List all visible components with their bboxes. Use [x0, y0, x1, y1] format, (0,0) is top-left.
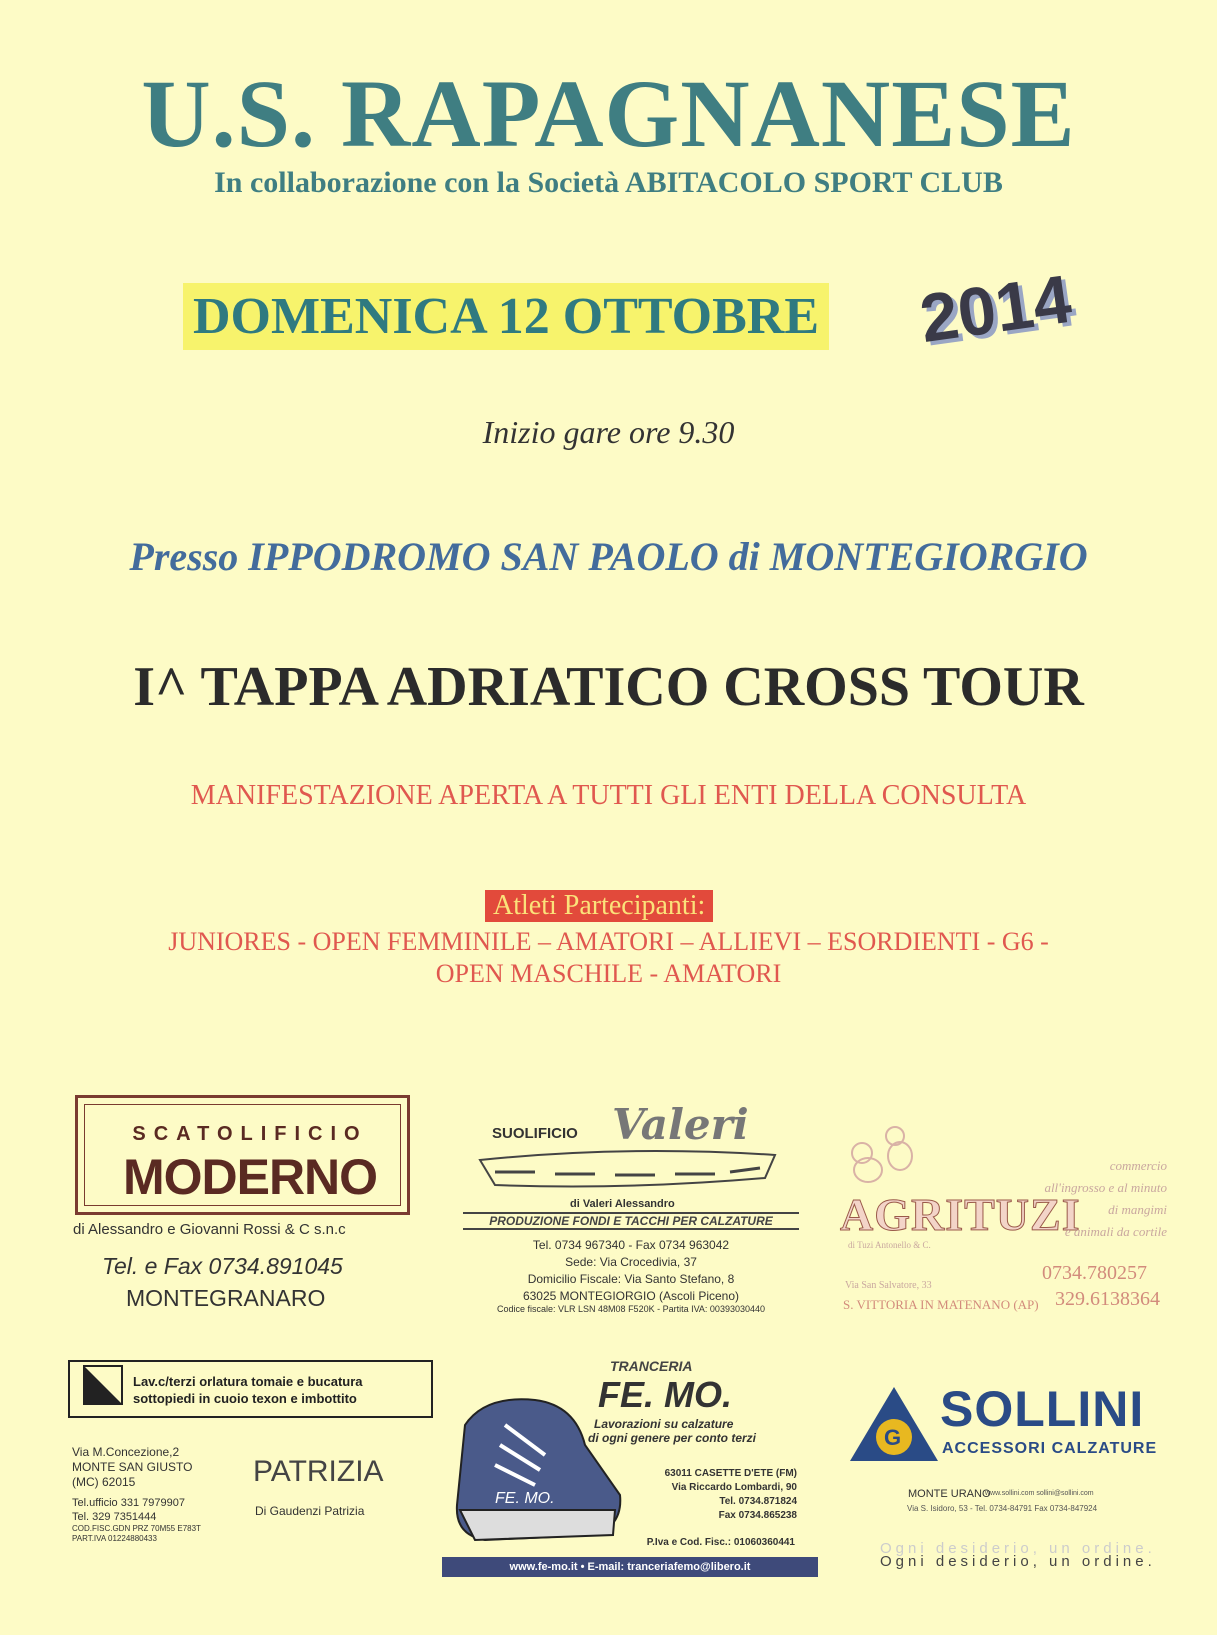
athletes-label: Atleti Partecipanti: — [485, 890, 713, 922]
patrizia-name: PATRIZIA — [253, 1455, 384, 1488]
moderno-logo-top: SCATOLIFICIO — [132, 1123, 368, 1145]
moderno-city: MONTEGRANARO — [126, 1285, 326, 1311]
sollini-subtitle: ACCESSORI CALZATURE — [942, 1440, 1158, 1457]
agrituzi-desc-3: di mangimi — [1108, 1202, 1167, 1217]
categories-line-2: OPEN MASCHILE - AMATORI — [435, 959, 782, 988]
valeri-owner: di Valeri Alessandro — [570, 1198, 675, 1210]
moderno-phone: Tel. e Fax 0734.891045 — [102, 1253, 343, 1279]
event-year: 2014 — [915, 260, 1076, 358]
sneaker-icon — [445, 1385, 625, 1550]
start-time: Inizio gare ore 9.30 — [482, 414, 735, 450]
patrizia-mobile: Tel. 329 7351444 — [72, 1511, 157, 1523]
open-to-notice: MANIFESTAZIONE APERTA A TUTTI GLI ENTI DELLA CONSULTA — [190, 780, 1027, 811]
moderno-logo-main: MODERNO — [122, 1149, 378, 1205]
valeri-production: PRODUZIONE FONDI E TACCHI PER CALZATURE — [463, 1212, 799, 1230]
valeri-phone: Tel. 0734 967340 - Fax 0734 963042 — [532, 1238, 730, 1252]
valeri-city: 63025 MONTEGIORGIO (Ascoli Piceno) — [522, 1289, 740, 1303]
event-name: I^ TAPPA ADRIATICO CROSS TOUR — [133, 656, 1084, 718]
femo-logo-name: FE. MO. — [598, 1374, 732, 1415]
femo-desc-2: di ogni genere per conto terzi — [588, 1431, 757, 1445]
valeri-brand: SUOLIFICIO — [492, 1125, 578, 1142]
event-venue: Presso IPPODROMO SAN PAOLO di MONTEGIORGIO — [129, 534, 1088, 579]
event-organizer-title: U.S. RAPAGNANESE — [141, 60, 1076, 167]
event-date: DOMENICA 12 OTTOBRE — [183, 283, 829, 350]
agrituzi-desc-1: commercio — [1109, 1158, 1167, 1173]
patrizia-office-phone: Tel.ufficio 331 7979907 — [72, 1497, 185, 1509]
femo-desc-1: Lavorazioni su calzature — [594, 1417, 734, 1431]
patrizia-address-3: (MC) 62015 — [72, 1475, 136, 1489]
sollini-motto-shadow: Ogni desiderio, un ordine. — [880, 1540, 1156, 1557]
sneaker-label: FE. MO. — [495, 1490, 555, 1507]
svg-text:G: G — [884, 1425, 902, 1450]
sollini-address: Via S. Isidoro, 53 - Tel. 0734-84791 Fax 0734-847924 — [907, 1504, 1098, 1513]
sollini-web: www.sollini.com sollini@sollini.com — [985, 1490, 1094, 1497]
chicks-icon — [840, 1118, 920, 1188]
agrituzi-desc-2: all'ingrosso e al minuto — [1044, 1180, 1167, 1195]
patrizia-owner: Di Gaudenzi Patrizia — [255, 1504, 365, 1518]
patrizia-service-2: sottopiedi in cuoio texon e imbottito — [133, 1391, 357, 1406]
femo-phone: Tel. 0734.871824 — [719, 1496, 797, 1507]
agrituzi-location: S. VITTORIA IN MATENANO (AP) — [843, 1297, 1039, 1312]
femo-tranceria: TRANCERIA — [610, 1358, 693, 1374]
valeri-tax-codes: Codice fiscale: VLR LSN 48M08 F520K - Partita IVA: 00393030440 — [497, 1304, 765, 1314]
patrizia-fiscal-code: COD.FISC.GDN PRZ 70M55 E783T — [72, 1524, 201, 1533]
shoe-sole-icon — [475, 1150, 785, 1195]
sollini-city: MONTE URANO — [908, 1488, 991, 1500]
agrituzi-address: Via San Salvatore, 33 — [845, 1280, 932, 1291]
collaboration-subtitle: In collaborazione con la Società ABITACOLO SPORT CLUB — [214, 166, 1003, 199]
valeri-address: Sede: Via Crocedivia, 37 — [565, 1255, 697, 1269]
agrituzi-desc-4: e animali da cortile — [1064, 1224, 1167, 1239]
patrizia-logo-icon — [83, 1365, 123, 1405]
agrituzi-phone-2: 329.6138364 — [1055, 1288, 1160, 1310]
valeri-logo-name: Valeri — [612, 1100, 749, 1149]
agrituzi-phone-1: 0734.780257 — [1042, 1262, 1147, 1284]
valeri-fiscal-address: Domicilio Fiscale: Via Santo Stefano, 8 — [527, 1272, 735, 1286]
sollini-triangle-logo-icon — [848, 1385, 940, 1463]
categories-line-1: JUNIORES - OPEN FEMMINILE – AMATORI – ALLIEVI – ESORDIENTI - G6 - — [168, 927, 1049, 956]
sollini-logo-name: SOLLINI — [940, 1381, 1145, 1437]
patrizia-service-1: Lav.c/terzi orlatura tomaie e bucatura — [133, 1374, 363, 1389]
femo-fax: Fax 0734.865238 — [718, 1510, 797, 1521]
sollini-motto: Ogni desiderio, un ordine. — [880, 1553, 1156, 1570]
moderno-owner: di Alessandro e Giovanni Rossi & C s.n.c — [73, 1221, 346, 1238]
agrituzi-owner: di Tuzi Antonello & C. — [848, 1240, 931, 1250]
femo-vat: P.Iva e Cod. Fisc.: 01060360441 — [646, 1537, 795, 1548]
patrizia-address-2: MONTE SAN GIUSTO — [72, 1460, 193, 1474]
femo-city: 63011 CASETTE D'ETE (FM) — [664, 1468, 797, 1479]
agrituzi-logo-name: AGRITUZI — [840, 1189, 1081, 1240]
patrizia-address-1: Via M.Concezione,2 — [72, 1445, 180, 1459]
femo-address: Via Riccardo Lombardi, 90 — [671, 1482, 797, 1493]
femo-contact-bar: www.fe-mo.it • E-mail: tranceriafemo@libero.it — [442, 1557, 818, 1577]
patrizia-vat: PART.IVA 01224880433 — [72, 1534, 157, 1543]
